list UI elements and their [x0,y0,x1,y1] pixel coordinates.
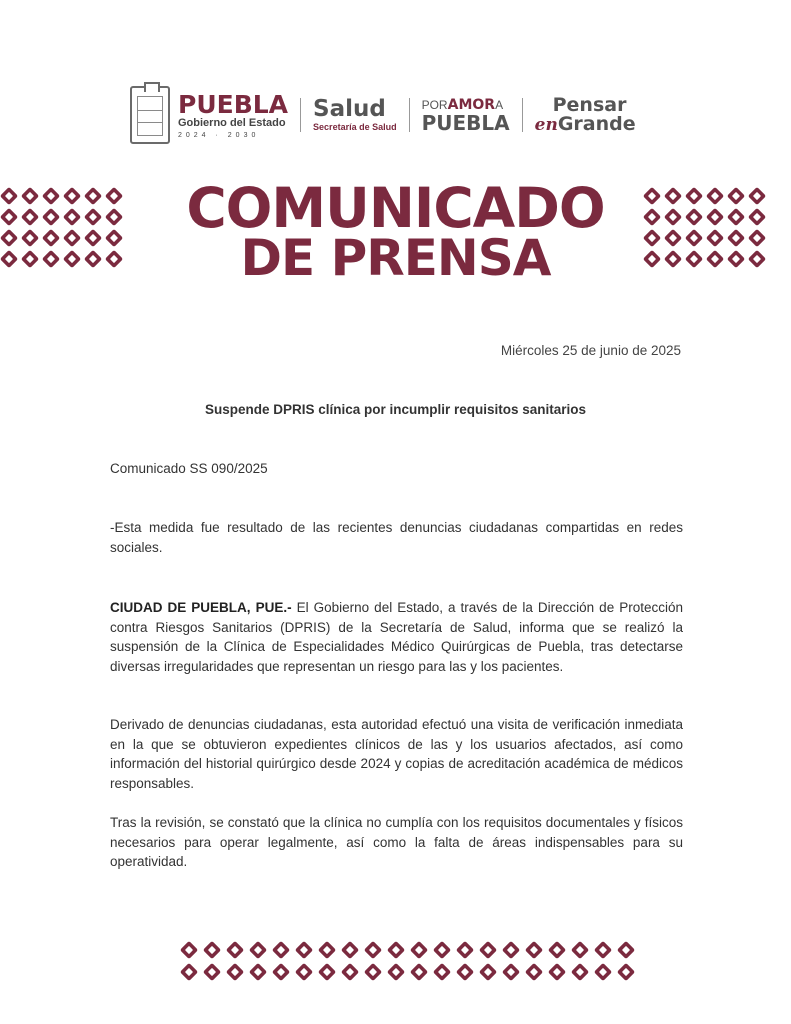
ornament-motif [203,941,221,959]
logo-divider [409,98,410,132]
ornament-motif [571,963,589,981]
ornament-motif [685,187,703,205]
puebla-logo [178,89,289,139]
ornament-motif [706,208,724,226]
ornament-motif [295,963,313,981]
ornament-motif [318,941,336,959]
ornament-motif [180,941,198,959]
ornament-motif [643,250,661,268]
ornament-motif [433,941,451,959]
ornament-pattern-right [643,187,766,268]
ornament-motif [748,187,766,205]
por-word: POR [421,97,448,112]
ornament-motif [63,250,81,268]
ornament-motif [21,187,39,205]
ornament-motif [42,250,60,268]
ornament-motif [105,229,123,247]
gobierno-label: Gobierno del Estado [178,116,286,129]
ornament-motif [410,941,428,959]
ornament-motif [249,941,267,959]
ornament-motif [84,250,102,268]
ornament-motif [548,941,566,959]
ornament-motif [0,208,18,226]
ornament-motif [479,941,497,959]
ornament-motif [706,250,724,268]
por-amor-logo [422,98,510,133]
ornament-motif [63,229,81,247]
ornament-motif [272,941,290,959]
ornament-motif [664,208,682,226]
ornament-motif [42,187,60,205]
ornament-motif [63,187,81,205]
ornament-motif [21,208,39,226]
ornament-motif [341,963,359,981]
salud-word: Salud [313,96,386,122]
ornament-motif [525,963,543,981]
ornament-motif [571,941,589,959]
ornament-pattern-left [0,187,123,268]
ornament-motif [502,963,520,981]
amor-word: AMOR [447,96,496,113]
ornament-motif [42,208,60,226]
por-amor-top [422,98,510,112]
en-word: en [534,115,558,135]
ornament-motif [643,229,661,247]
ornament-motif [685,250,703,268]
page-title-line-2: DE PRENSA [240,229,551,287]
paragraph-4: Tras la revisión, se constató que la clínica no cumplía con los requisitos documentales y físicos necesarios para operar legalmente, así como la falta de áreas indispensables para su operatividad. [110,815,683,869]
ornament-motif [617,941,635,959]
ornament-motif [105,208,123,226]
ornament-motif [318,963,336,981]
ornament-motif [84,187,102,205]
ornament-motif [706,229,724,247]
paragraph-2-text: El Gobierno del Estado, a través de la Dirección de Protección contra Riesgos Sanitarios (DPRIS) de la Secretaría de Salud, informa que se realizó la suspensión de la Clínica de Especialidades Médico Quirúrgicas de Puebla, tras detectarse diversas irregularidades que representan un riesgo para las y los pacientes. [110,600,684,674]
salud-logo [313,98,397,132]
ornament-motif [748,250,766,268]
ornament-motif [727,208,745,226]
ornament-motif [387,941,405,959]
years-label: 2024 · 2030 [178,131,260,139]
headline: Suspende DPRIS clínica por incumplir requisitos sanitarios [204,402,587,417]
ornament-motif [617,963,635,981]
ornament-motif [63,208,81,226]
puebla-logo-word: PUEBLA [178,89,289,119]
pensar-word: Pensar [552,94,627,116]
page-title-line-1: COMUNICADO [186,176,605,240]
ornament-motif [502,941,520,959]
ornament-motif [203,963,221,981]
ornament-motif [548,963,566,981]
ornament-motif [456,941,474,959]
ornament-motif [42,229,60,247]
ornament-motif [748,229,766,247]
ornament-motif [525,941,543,959]
ornament-motif [433,963,451,981]
ornament-motif [685,229,703,247]
ornament-motif [0,229,18,247]
ornament-motif [272,963,290,981]
ornament-motif [410,963,428,981]
pensar-en-grande-logo [535,96,636,134]
ornament-motif [706,187,724,205]
paragraph-3: Derivado de denuncias ciudadanas, esta autoridad efectuó una visita de verificación inmediata en la que se obtuvieron expedientes clínicos de las y los usuarios afectados, así como información del historial quirúrgico desde 2024 y copias de acreditación académica de médicos responsables. [110,717,683,791]
ornament-motif [105,187,123,205]
ornament-motif [84,229,102,247]
ornament-motif [664,187,682,205]
ornament-motif [226,941,244,959]
secretaria-label: Secretaría de Salud [313,122,397,132]
en-grande-line [535,115,636,134]
ornament-motif [643,187,661,205]
ornament-motif [249,963,267,981]
ornament-motif [364,941,382,959]
ornament-motif [0,187,18,205]
paragraph-2 [110,598,683,676]
ornament-motif [105,250,123,268]
ornament-motif [387,963,405,981]
coat-of-arms-icon [130,86,170,144]
grande-word: Grande [557,113,636,135]
ornament-motif [341,941,359,959]
ornament-motif [727,229,745,247]
comunicado-number: Comunicado SS 090/2025 [110,461,268,476]
paragraph-1: -Esta medida fue resultado de las recientes denuncias ciudadanas compartidas en redes sociales. [110,520,683,555]
ornament-motif [727,250,745,268]
ornament-motif [21,250,39,268]
ornament-motif [364,963,382,981]
date: Miércoles 25 de junio de 2025 [500,343,681,358]
header-logos [130,80,670,150]
ornament-motif [664,250,682,268]
ornament-motif [479,963,497,981]
ornament-motif [594,963,612,981]
logo-divider [300,98,301,132]
ornament-pattern-bottom [180,941,635,981]
ornament-motif [664,229,682,247]
ornament-motif [84,208,102,226]
ornament-motif [594,941,612,959]
ornament-motif [226,963,244,981]
ornament-motif [21,229,39,247]
ornament-motif [727,187,745,205]
ornament-motif [685,208,703,226]
ornament-motif [0,250,18,268]
ornament-motif [456,963,474,981]
dateline: CIUDAD DE PUEBLA, PUE.- [110,600,292,615]
logo-divider [522,98,523,132]
ornament-motif [748,208,766,226]
por-amor-puebla-word: PUEBLA [421,110,510,135]
ornament-motif [643,208,661,226]
a-word: A [495,97,504,112]
ornament-motif [180,963,198,981]
ornament-motif [295,941,313,959]
